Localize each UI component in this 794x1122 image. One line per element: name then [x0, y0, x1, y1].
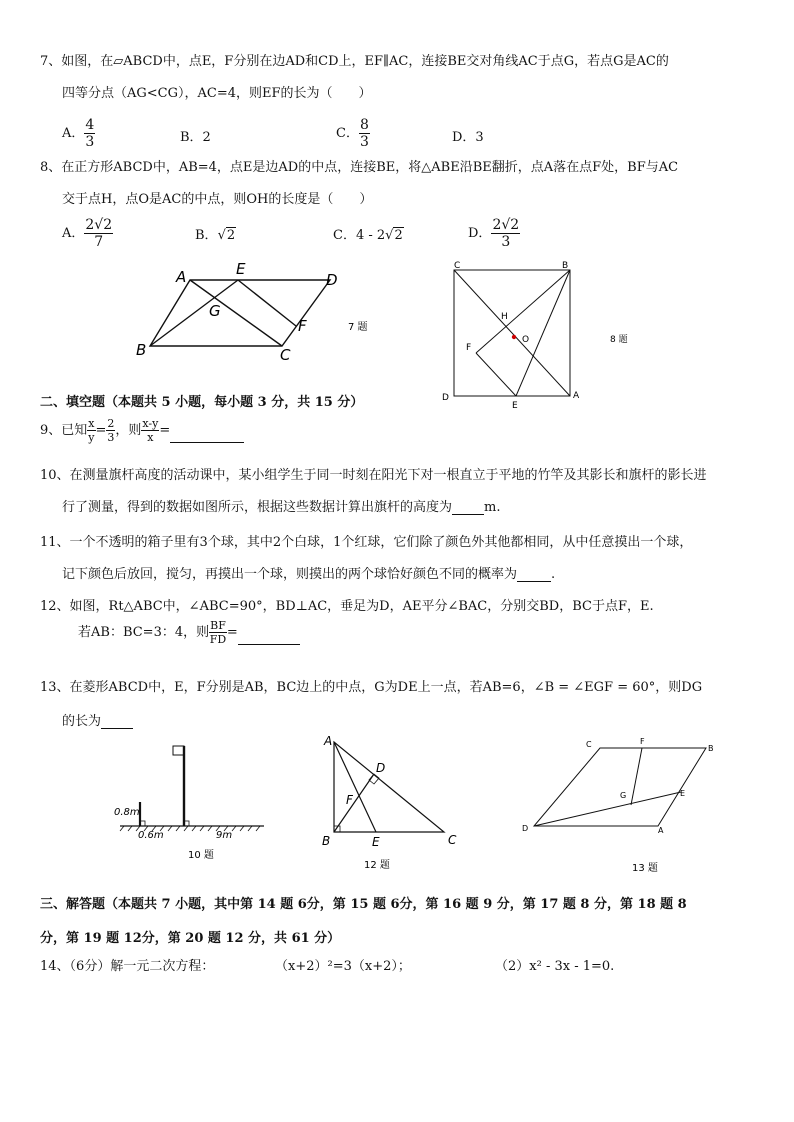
- fig7-label-d: D: [326, 271, 338, 289]
- q10-line2: 行了测量，得到的数据如图所示，根据这些数据计算出旗杆的高度为 m.: [62, 500, 501, 515]
- fig7-label-g: G: [209, 302, 221, 320]
- fig10-flag-shadow: 9m: [216, 830, 233, 841]
- q8-option-a: A． $\frac{2√2}{7}$: [62, 217, 113, 250]
- fig7-parallelogram: [150, 280, 330, 346]
- figure-7: [130, 258, 390, 368]
- q9: 9、已知 $\frac{x}{y}$ = $\frac{2}{3}$ ，则 $\frac{x-y}{x}$ =: [40, 418, 244, 443]
- q12-line2: 若AB：BC=3：4，则 $\frac{BF}{FD}$ =: [78, 620, 300, 645]
- fig10-caption: 10 题: [188, 850, 214, 861]
- fig7-label-b: B: [136, 341, 147, 359]
- q8-option-d: D． $\frac{2√2}{3}$: [468, 217, 520, 250]
- section-3-title-line1: 三、解答题（本题共 7 小题，其中第 14 题 6分，第 15 题 6分，第 16 题 9 分，第 17 题 8 分，第 18 题 8: [40, 897, 687, 912]
- fig7-caption: 7 题: [348, 322, 368, 333]
- figure-10: [112, 740, 272, 870]
- q10-line1: 10、在测量旗杆高度的活动课中，某小组学生于同一时刻在阳光下对一根直立于平地的竹竿及其影长和旗杆的影长进: [40, 468, 707, 483]
- fig12-caption: 12 题: [364, 860, 390, 871]
- q8-stem-line1: 8、在正方形ABCD中，AB=4，点E是边AD的中点，连接BE，将△ABE沿BE翻折，点A落在点F处，BF与AC: [40, 160, 679, 175]
- q7-option-a: A． $\frac{4}{3}$: [62, 117, 95, 150]
- q7-option-d: D．3: [452, 130, 484, 145]
- fig13-label-g: G: [620, 791, 627, 800]
- fig12-label-f: F: [346, 793, 353, 807]
- fig7-label-a: A: [176, 268, 187, 286]
- q13-line1: 13、在菱形ABCD中，E，F分别是AB，BC边上的中点，G为DE上一点，若AB=6，∠B = ∠EGF = 60°，则DG: [40, 680, 703, 695]
- q8-option-c: C．4 - 2√2: [333, 228, 403, 243]
- fig8-label-o: O: [522, 335, 530, 345]
- q12-answer-blank: [238, 644, 300, 645]
- q10-answer-blank: [452, 514, 484, 515]
- fig12-line-ae: [334, 742, 376, 832]
- fig10-pole-height: 0.8m: [114, 807, 140, 818]
- fig7-diagonal-ac: [190, 280, 282, 346]
- fig13-label-c: C: [586, 740, 592, 749]
- fig8-label-a: A: [573, 391, 580, 401]
- section-2-title: 二、填空题（本题共 5 小题，每小题 3 分，共 15 分）: [40, 395, 364, 410]
- fig8-label-f: F: [466, 343, 472, 353]
- q9-answer-blank: [170, 442, 244, 443]
- fig8-label-b: B: [562, 261, 569, 271]
- fig12-label-e: E: [372, 835, 380, 849]
- fig12-triangle-abc: [334, 742, 444, 832]
- fig8-label-c: C: [454, 261, 461, 271]
- q14-equation-2: （2）x² - 3x - 1=0.: [495, 959, 615, 974]
- fig12-label-d: D: [376, 761, 386, 775]
- fig12-line-bd: [334, 774, 374, 832]
- fig8-line-fe: [476, 353, 516, 396]
- fig8-line-be: [516, 270, 570, 396]
- fig10-flag: [173, 746, 184, 755]
- q7-stem-line1: 7、如图，在▱ABCD中，点E，F分别在边AD和CD上，EF∥AC，连接BE交对角线AC于点G，若点G是AC的: [40, 54, 669, 69]
- q11-line2: 记下颜色后放回，搅匀，再摸出一个球，则摸出的两个球恰好颜色不同的概率为 .: [62, 567, 556, 582]
- fig7-label-f: F: [298, 317, 307, 335]
- fig7-label-e: E: [236, 260, 246, 278]
- fig8-diagonal-ca: [454, 270, 570, 396]
- fig7-line-be: [150, 280, 238, 346]
- q7-stem-line2: 四等分点（AG<CG），AC=4，则EF的长为（ ）: [62, 86, 372, 101]
- q14-label: 14、（6分）解一元二次方程：: [40, 959, 215, 974]
- fig8-point-o: [512, 335, 516, 339]
- fig7-line-ef: [238, 280, 296, 326]
- figure-13: [514, 734, 724, 878]
- fig10-pole-shadow: 0.6m: [138, 830, 164, 841]
- q7-option-b: B．2: [180, 130, 211, 145]
- q11-line1: 11、一个不透明的箱子里有3个球，其中2个白球，1个红球，它们除了颜色外其他都相同，从中任意摸出一个球，: [40, 535, 693, 550]
- fig12-label-c: C: [448, 833, 457, 847]
- q8-option-b: B．√2: [195, 228, 236, 243]
- q14-equation-1: （x+2）²=3（x+2）；: [275, 959, 411, 974]
- figure-12: [316, 732, 466, 878]
- fig8-caption: 8 题: [610, 335, 628, 345]
- fig12-label-b: B: [322, 834, 331, 848]
- fig7-label-c: C: [280, 346, 291, 364]
- q13-line2: 的长为: [62, 710, 133, 729]
- fig13-rhombus: [534, 748, 706, 826]
- fig12-label-a: A: [324, 734, 333, 748]
- fig13-label-f: F: [640, 737, 645, 746]
- fig13-line-fg: [631, 748, 642, 805]
- fig13-caption: 13 题: [632, 863, 658, 874]
- q12-line1: 12、如图，Rt△ABC中，∠ABC=90°，BD⊥AC，垂足为D，AE平分∠BAC，分别交BD，BC于点F，E.: [40, 599, 654, 614]
- q8-stem-line2: 交于点H，点O是AC的中点，则OH的长度是（ ）: [62, 192, 373, 207]
- fig8-label-d: D: [442, 393, 449, 403]
- fig8-label-h: H: [501, 312, 508, 322]
- fig13-label-b: B: [708, 744, 714, 753]
- section-3-title-line2: 分，第 19 题 12分，第 20 题 12 分，共 61 分）: [40, 931, 341, 946]
- fig13-label-a: A: [658, 826, 664, 835]
- q7-option-c: C． $\frac{8}{3}$: [336, 117, 369, 150]
- figure-8: [440, 258, 640, 410]
- fig13-label-e: E: [680, 789, 686, 798]
- fig13-label-d: D: [522, 824, 529, 833]
- fig8-label-e: E: [512, 401, 518, 410]
- fig13-line-de: [534, 792, 681, 826]
- q11-answer-blank: [517, 581, 551, 582]
- q13-answer-blank: [101, 728, 133, 729]
